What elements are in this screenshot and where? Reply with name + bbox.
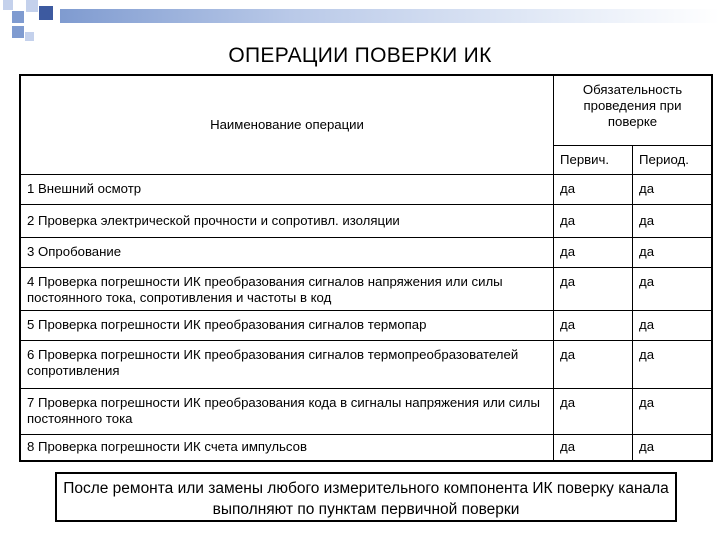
table-row [20, 310, 712, 340]
deco-square [12, 11, 24, 23]
deco-bar [60, 9, 720, 23]
operation-name: 7 Проверка погрешности ИК преобразования кода в сигналы напряжения или силы постоянного тока [20, 388, 554, 434]
periodic-value: да [633, 267, 713, 310]
operation-name: 6 Проверка погрешности ИК преобразования сигналов термопреобразователей сопротивления [20, 340, 554, 388]
operations-table [19, 74, 713, 462]
table-row [20, 174, 712, 204]
operation-name: 3 Опробование [20, 237, 554, 267]
table-row [20, 434, 712, 461]
table-row [20, 204, 712, 237]
deco-square [26, 0, 38, 12]
header-required: Обязательность проведения при поверке [554, 75, 713, 145]
periodic-value: да [633, 434, 713, 461]
operation-name: 4 Проверка погрешности ИК преобразования сигналов напряжения или силы постоянного тока, сопротивления и частоты в код [20, 267, 554, 310]
periodic-value: да [633, 310, 713, 340]
primary-value: да [554, 340, 633, 388]
table-row [20, 237, 712, 267]
deco-square [39, 6, 53, 20]
primary-value: да [554, 388, 633, 434]
header-operation-name: Наименование операции [20, 75, 554, 174]
deco-square [3, 0, 13, 10]
deco-square [25, 32, 34, 41]
operation-name: 1 Внешний осмотр [20, 174, 554, 204]
repair-note: После ремонта или замены любого измерительного компонента ИК поверку канала выполняют по пунктам первичной поверки [55, 472, 677, 522]
periodic-value: да [633, 174, 713, 204]
operation-name: 5 Проверка погрешности ИК преобразования сигналов термопар [20, 310, 554, 340]
primary-value: да [554, 174, 633, 204]
page-title: ОПЕРАЦИИ ПОВЕРКИ ИК [228, 44, 492, 67]
deco-square [12, 26, 24, 38]
header-primary: Первич. [554, 145, 633, 174]
periodic-value: да [633, 204, 713, 237]
periodic-value: да [633, 388, 713, 434]
periodic-value: да [633, 237, 713, 267]
primary-value: да [554, 237, 633, 267]
table-row [20, 388, 712, 434]
table-row [20, 340, 712, 388]
primary-value: да [554, 204, 633, 237]
primary-value: да [554, 434, 633, 461]
periodic-value: да [633, 340, 713, 388]
table-row [20, 267, 712, 310]
header-periodic: Период. [633, 145, 713, 174]
operation-name: 2 Проверка электрической прочности и сопротивл. изоляции [20, 204, 554, 237]
operation-name: 8 Проверка погрешности ИК счета импульсов [20, 434, 554, 461]
primary-value: да [554, 267, 633, 310]
primary-value: да [554, 310, 633, 340]
